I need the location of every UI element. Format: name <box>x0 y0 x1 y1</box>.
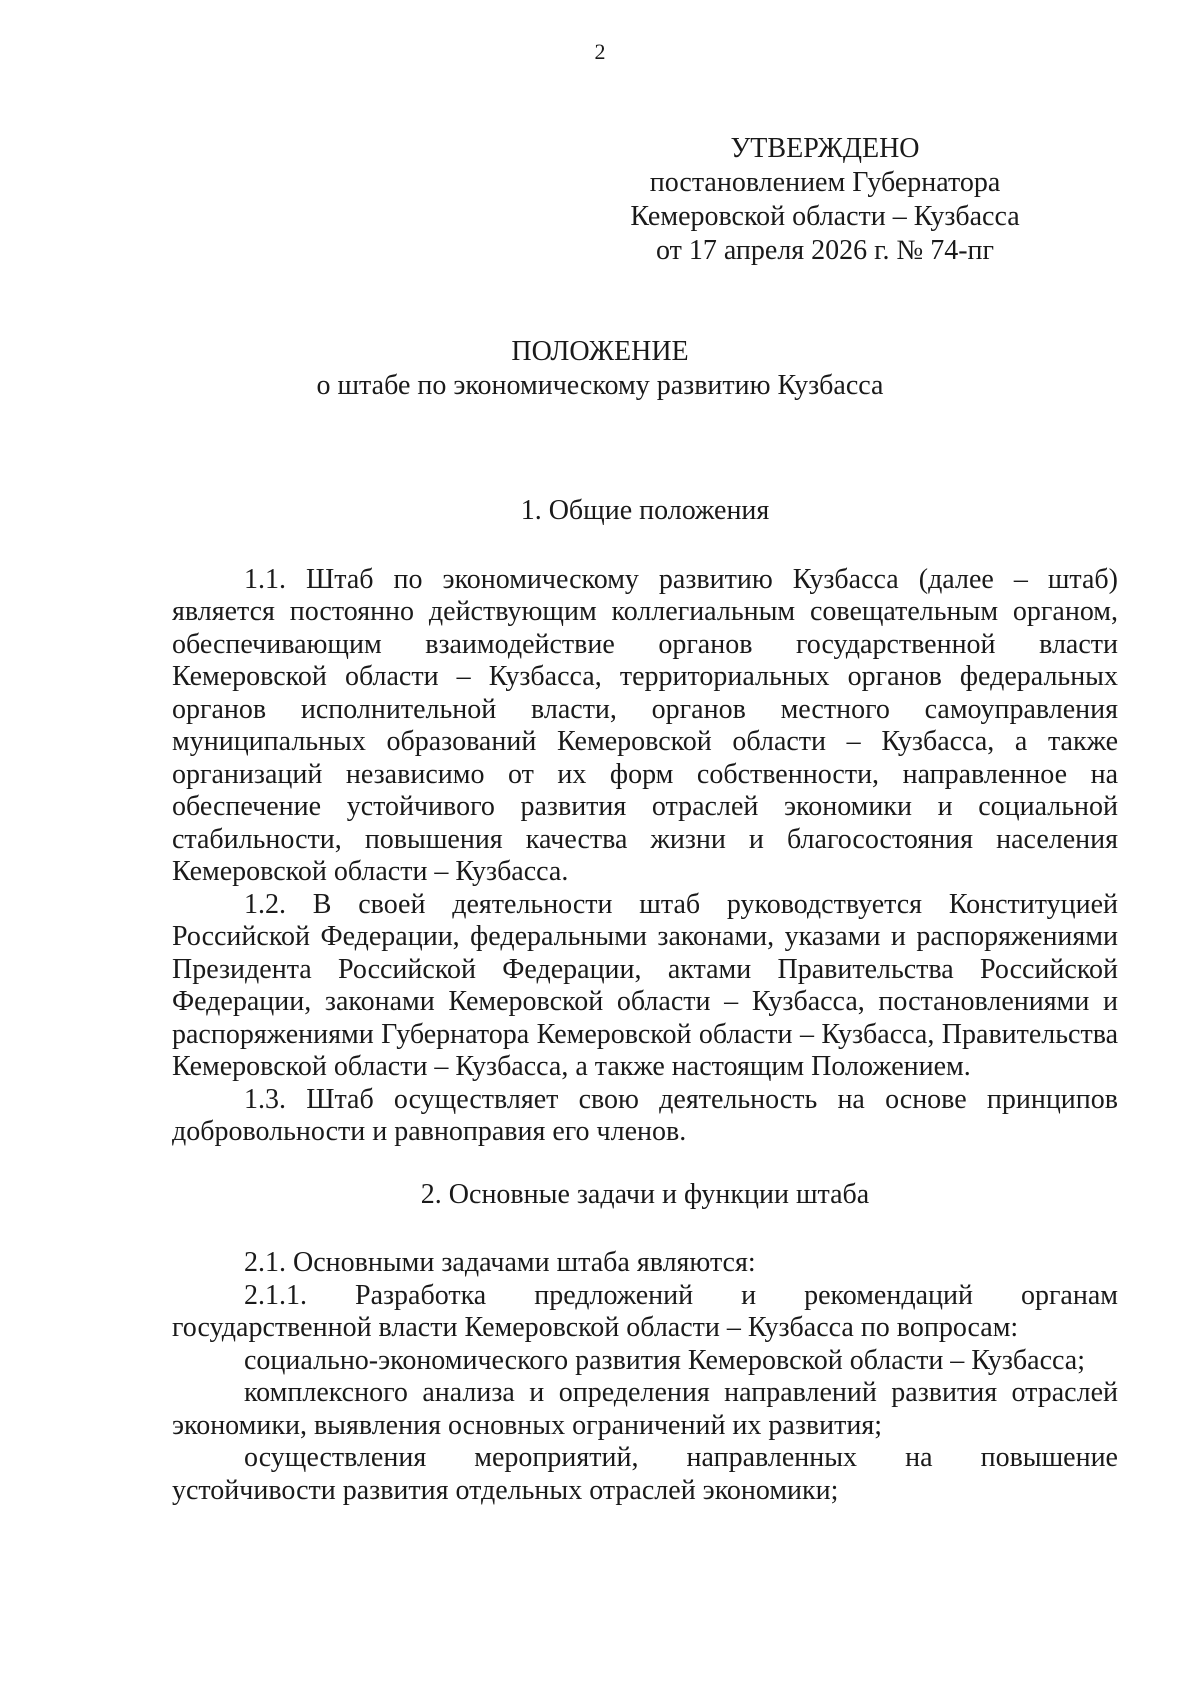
list-item: социально-экономического развития Кемеровской области – Кузбасса; <box>244 1344 1086 1376</box>
paragraph-2-1-1: 2.1.1. Разработка предложений и рекомендаций органам государственной власти Кемеровской области – Кузбасса по вопросам: <box>172 1279 1118 1343</box>
list-item: комплексного анализа и определения направлений развития отраслей экономики, выявления основных ограничений их развития; <box>172 1377 1118 1441</box>
paragraph-2-1: 2.1. Основными задачами штаба являются: <box>244 1247 756 1278</box>
approval-line: постановлением Губернатора <box>649 167 1001 198</box>
paragraph-1-1: 1.1. Штаб по экономическому развитию Кузбасса (далее – штаб) является постоянно действующим коллегиальным совещательным органом, обеспечивающим взаимодействие органов государственной власти Кемеровской области – Кузбасса, территориальных органов федеральных органов исполнительной власти, органов местного самоуправления муниципальных образований Кемеровской области – Кузбасса, а также организаций независимо от их форм собственности, направленное на обеспечение устойчивого развития отраслей экономики и социальной стабильности, повышения качества жизни и благосостояния населения Кемеровской области – Кузбасса. <box>172 563 1118 887</box>
document-title <box>0 335 1200 403</box>
page-number: 2 <box>594 39 606 64</box>
title-main: ПОЛОЖЕНИЕ <box>511 336 689 367</box>
title-subtitle: о штабе по экономическому развитию Кузбасса <box>316 370 884 401</box>
paragraph-1-3: 1.3. Штаб осуществляет свою деятельность на основе принципов добровольности и равноправия его членов. <box>172 1083 1118 1147</box>
approval-date: от 17 апреля 2026 г. № 74-пг <box>655 235 995 266</box>
approval-heading: УТВЕРЖДЕНО <box>730 133 920 164</box>
list-item: осуществления мероприятий, направленных на повышение устойчивости развития отдельных отраслей экономики; <box>172 1442 1118 1506</box>
approval-stamp <box>620 132 1030 268</box>
paragraph-1-2: 1.2. В своей деятельности штаб руководствуется Конституцией Российской Федерации, федеральными законами, указами и распоряжениями Президента Российской Федерации, актами Правительства Российской Федерации, законами Кемеровской области – Кузбасса, постановлениями и распоряжениями Губернатора Кемеровской области – Кузбасса, Правительства Кемеровской области – Кузбасса, а также настоящим Положением. <box>172 888 1118 1082</box>
section-heading-general: 1. Общие положения <box>520 495 770 526</box>
approval-line: Кемеровской области – Кузбасса <box>630 201 1020 232</box>
document-body <box>172 495 1118 1507</box>
section-heading-tasks: 2. Основные задачи и функции штаба <box>420 1178 870 1210</box>
